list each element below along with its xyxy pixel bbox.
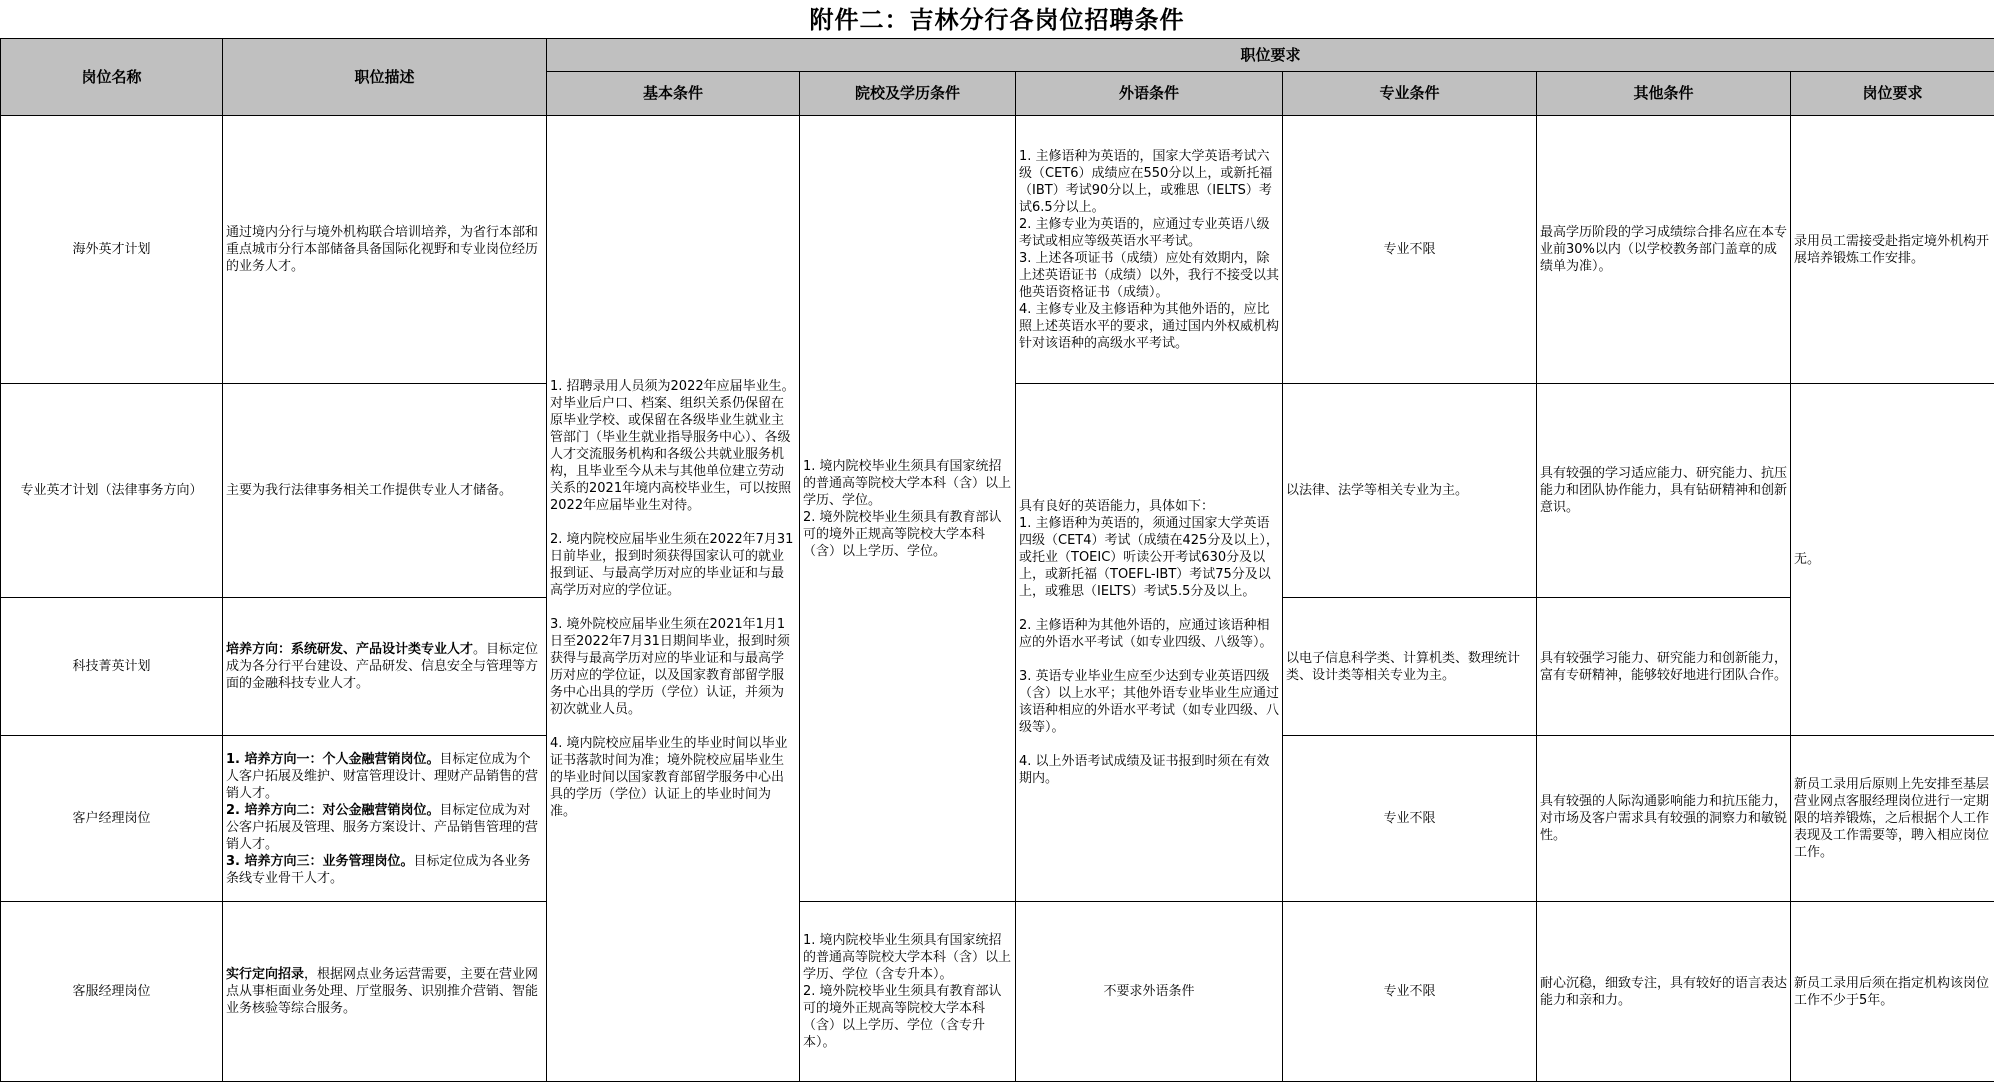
page-title: 附件二：吉林分行各岗位招聘条件 [809, 6, 1185, 34]
header-job-description: 职位描述 [223, 39, 547, 116]
desc-bold: 培养方向：系统研发、产品设计类专业人才 [226, 642, 474, 657]
position-name: 客服经理岗位 [1, 902, 223, 1082]
major-conditions: 专业不限 [1283, 736, 1537, 902]
major-conditions: 以法律、法学等相关专业为主。 [1283, 384, 1537, 598]
desc-text: 。目标定位成为各分行平台建设、产品研发、信息安全与管理等方面的金融科技专业人才。 [226, 642, 539, 691]
position-name: 客户经理岗位 [1, 736, 223, 902]
language-conditions [1016, 116, 1283, 384]
desc-item-bold: 1. 培养方向一：个人金融营销岗位。 [226, 751, 440, 767]
position-name: 科技菁英计划 [1, 598, 223, 736]
desc-item [226, 802, 543, 853]
language-conditions: 不要求外语条件 [1016, 902, 1283, 1082]
text-line: 1. 境内院校毕业生须具有国家统招的普通高等院校大学本科（含）以上学历、学位。 [803, 458, 1012, 508]
recruitment-table [0, 38, 1994, 1082]
major-conditions: 专业不限 [1283, 116, 1537, 384]
text-line: 1. 主修语种为英语的，须通过国家大学英语四级（CET4）考试（成绩在425分及以上），或托业（TOEIC）听读公开考试630分及以上，或新托福（TOEFL-IBT）考试75分及以上，或雅思（IELTS）考试5.5分及以上。 [1019, 516, 1279, 599]
text-line: 2. 主修专业为英语的，应通过专业英语八级考试或相应等级英语水平考试。 [1019, 216, 1270, 249]
table-row [1, 902, 1994, 1082]
major-conditions: 以电子信息科学类、计算机类、数理统计类、设计类等相关专业为主。 [1283, 598, 1537, 736]
basic-conditions [547, 116, 800, 1082]
text-line: 2. 境外院校毕业生须具有教育部认可的境外正规高等院校大学本科（含）以上学历、学位。 [803, 509, 1002, 559]
desc-text: ，根据网点业务运营需要，主要在营业网点从事柜面业务处理、厅堂服务、识别推介营销、智能业务核验等综合服务。 [226, 967, 539, 1016]
desc-item [226, 853, 543, 887]
text-line: 3. 境外院校应届毕业生须在2021年1月1日至2022年7月31日期间毕业，报到时须获得与最高学历对应的毕业证和与最高学历对应的学位证，以及国家教育部留学服务中心出具的学历（学位）认证，并须为初次就业人员。 [550, 616, 790, 717]
desc-bold: 实行定向招录 [226, 967, 305, 982]
job-description: 主要为我行法律事务相关工作提供专业人才储备。 [223, 384, 547, 598]
post-requirements: 新员工录用后须在指定机构该岗位工作不少于5年。 [1791, 902, 1994, 1082]
desc-item-bold: 2. 培养方向二：对公金融营销岗位。 [226, 802, 440, 818]
text-line [550, 718, 796, 735]
desc-item-bold: 3. 培养方向三：业务管理岗位。 [226, 853, 414, 869]
text-line: 2. 境内院校应届毕业生须在2022年7月31日前毕业，报到时须获得国家认可的就业报到证、与最高学历对应的毕业证和与最高学历对应的学位证。 [550, 531, 794, 598]
other-conditions: 耐心沉稳，细致专注，具有较好的语言表达能力和亲和力。 [1537, 902, 1791, 1082]
text-line: 1. 境内院校毕业生须具有国家统招的普通高等院校大学本科（含）以上学历、学位（含专升本）。 [803, 933, 1012, 982]
text-line: 3. 上述各项证书（成绩）应处有效期内，除上述英语证书（成绩）以外，我行不接受以其他英语资格证书（成绩）。 [1019, 250, 1280, 300]
language-conditions [1016, 384, 1283, 902]
header-position-name: 岗位名称 [1, 39, 223, 116]
text-line: 具有良好的英语能力，具体如下： [1019, 499, 1215, 514]
header-major-conditions: 专业条件 [1283, 72, 1537, 116]
header-job-requirements: 职位要求 [547, 39, 1994, 72]
text-line [1019, 651, 1279, 668]
text-line [1019, 736, 1279, 753]
text-line: 3. 英语专业毕业生应至少达到专业英语四级（含）以上水平；其他外语专业毕业生应通过该语种相应的外语水平考试（如专业四级、八级等）。 [1019, 669, 1280, 735]
header-post-requirements: 岗位要求 [1791, 72, 1994, 116]
job-description [223, 598, 547, 736]
desc-item-text: 目标定位成为个人客户拓展及维护、财富管理设计、理财产品销售的营销人才。 [226, 751, 539, 801]
other-conditions: 最高学历阶段的学习成绩综合排名应在本专业前30%以内（以学校教务部门盖章的成绩单为准）。 [1537, 116, 1791, 384]
job-description [223, 736, 547, 902]
text-line: 对毕业后户口、档案、组织关系仍保留在原毕业学校、或保留在各级毕业生就业主管部门（毕业生就业指导服务中心）、各级人才交流服务机构和各级公共就业服务机构，且毕业至今从未与其他单位建立劳动关系的2021年境内高校毕业生，可以按照2022年应届毕业生对待。 [550, 395, 792, 513]
header-education-conditions: 院校及学历条件 [800, 72, 1016, 116]
post-requirements: 录用员工需接受赴指定境外机构开展培养锻炼工作安排。 [1791, 116, 1994, 384]
header-other-conditions: 其他条件 [1537, 72, 1791, 116]
desc-item-text: 目标定位成为各业务条线专业骨干人才。 [226, 853, 531, 886]
other-conditions: 具有较强学习能力、研究能力和创新能力，富有专研精神，能够较好地进行团队合作。 [1537, 598, 1791, 736]
desc-item [226, 751, 543, 802]
position-name: 专业英才计划（法律事务方向） [1, 384, 223, 598]
other-conditions: 具有较强的人际沟通影响能力和抗压能力，对市场及客户需求具有较强的洞察力和敏锐性。 [1537, 736, 1791, 902]
text-line: 1. 主修语种为英语的，国家大学英语考试六级（CET6）成绩应在550分以上，或新托福（IBT）考试90分以上，或雅思（IELTS）考试6.5分以上。 [1019, 148, 1273, 215]
education-conditions [800, 116, 1016, 902]
text-line [1019, 600, 1279, 617]
text-line: 2. 境外院校毕业生须具有教育部认可的境外正规高等院校大学本科（含）以上学历、学位（含专升本）。 [803, 984, 1002, 1050]
position-name: 海外英才计划 [1, 116, 223, 384]
education-conditions [800, 902, 1016, 1082]
post-requirements: 新员工录用后原则上先安排至基层营业网点客服经理岗位进行一定期限的培养锻炼，之后根据个人工作表现及工作需要等，聘入相应岗位工作。 [1791, 736, 1994, 902]
other-conditions: 具有较强的学习适应能力、研究能力、抗压能力和团队协作能力，具有钻研精神和创新意识。 [1537, 384, 1791, 598]
text-line [550, 514, 796, 531]
text-line [550, 599, 796, 616]
major-conditions: 专业不限 [1283, 902, 1537, 1082]
job-description [223, 902, 547, 1082]
table-row [1, 116, 1994, 384]
text-line: 4. 境内院校应届毕业生的毕业时间以毕业证书落款时间为准；境外院校应届毕业生的毕业时间以国家教育部留学服务中心出具的学历（学位）认证上的毕业时间为准。 [550, 735, 788, 819]
text-line: 2. 主修语种为其他外语的，应通过该语种相应的外语水平考试（如专业四级、八级等）。 [1019, 618, 1273, 650]
text-line: 4. 主修专业及主修语种为其他外语的，应比照上述英语水平的要求，通过国内外权威机构针对该语种的高级水平考试。 [1019, 301, 1280, 351]
text-line: 4. 以上外语考试成绩及证书报到时须在有效期内。 [1019, 754, 1270, 786]
text-line: 1. 招聘录用人员须为2022年应届毕业生。 [550, 378, 795, 394]
desc-item-text: 目标定位成为对公客户拓展及管理、服务方案设计、产品销售管理的营销人才。 [226, 802, 539, 852]
header-basic-conditions: 基本条件 [547, 72, 800, 116]
job-description: 通过境内分行与境外机构联合培训培养，为省行本部和重点城市分行本部储备具备国际化视野和专业岗位经历的业务人才。 [223, 116, 547, 384]
header-language-conditions: 外语条件 [1016, 72, 1283, 116]
post-requirements: 无。 [1791, 384, 1994, 736]
